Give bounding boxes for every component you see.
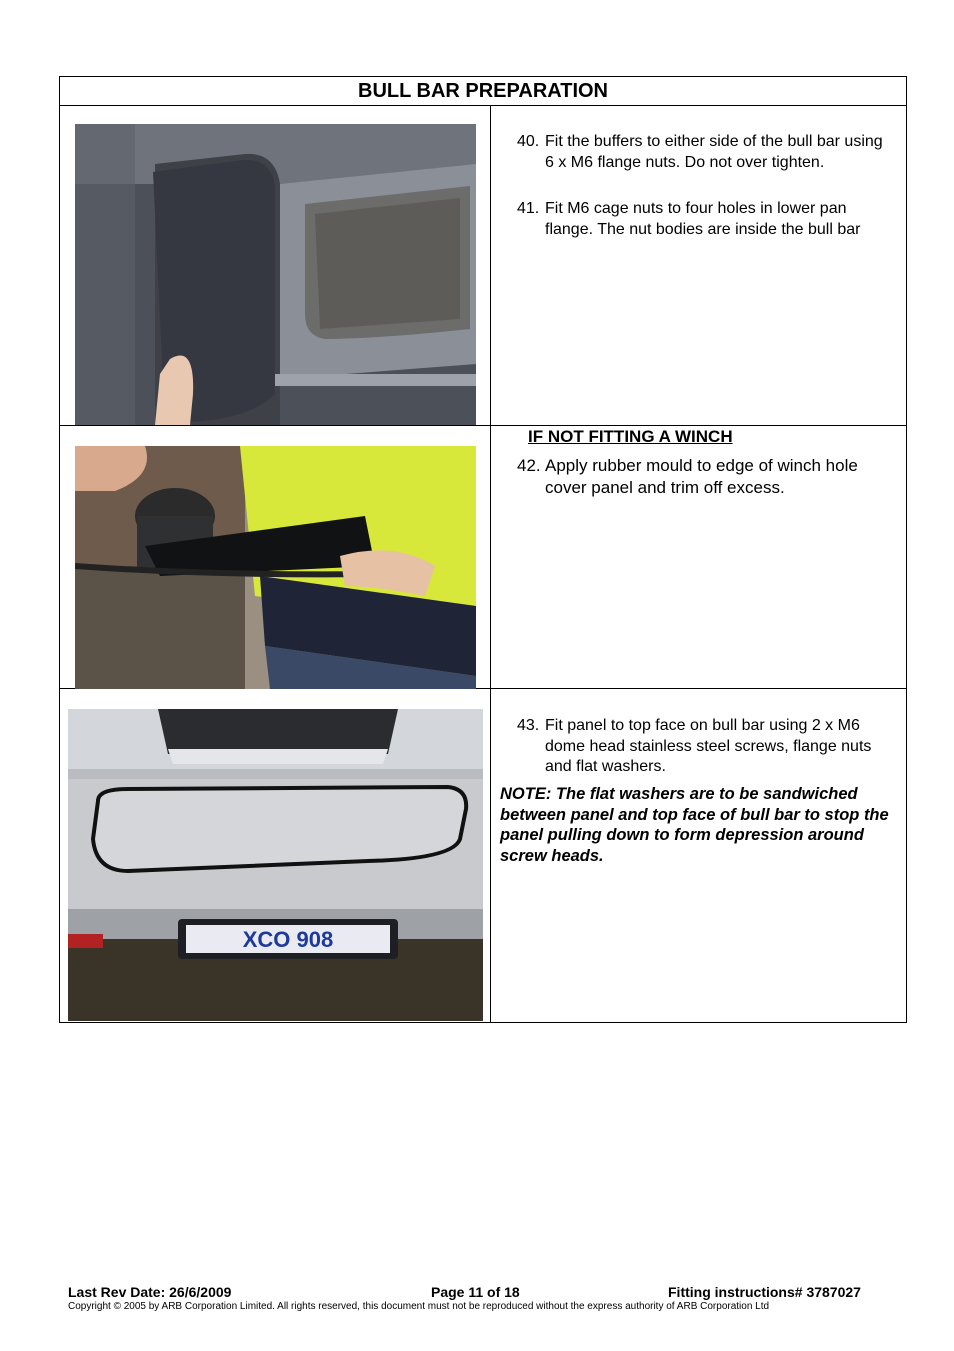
step-40 bbox=[517, 132, 896, 173]
section-title: BULL BAR PREPARATION bbox=[60, 77, 906, 106]
step-number: 41. bbox=[517, 200, 540, 217]
copyright: Copyright © 2005 by ARB Corporation Limited. All rights reserved, this document must not be reproduced without the express authority of ARB Corporation Ltd bbox=[68, 1301, 770, 1312]
step-row bbox=[60, 426, 906, 689]
step-number: 43. bbox=[517, 717, 540, 734]
plate-text: XCO 908 bbox=[242, 927, 334, 952]
instructions-cell bbox=[491, 689, 906, 1022]
instruction-table bbox=[59, 76, 907, 1023]
step-number: 42. bbox=[517, 456, 541, 475]
step-41 bbox=[517, 199, 896, 240]
step-text: Apply rubber mould to edge of winch hole cover panel and trim off excess. bbox=[545, 456, 858, 497]
step-row bbox=[60, 689, 906, 1022]
rev-date: Last Rev Date: 26/6/2009 bbox=[68, 1284, 232, 1300]
note-text: NOTE: The flat washers are to be sandwiched between panel and top face of bull bar to stop the panel pulling down to form depression around screw heads. bbox=[500, 785, 889, 865]
instructions-cell bbox=[491, 426, 906, 688]
step-text: Fit M6 cage nuts to four holes in lower pan flange. The nut bodies are inside the bull bar bbox=[545, 200, 861, 238]
step-text: Fit panel to top face on bull bar using 2 x M6 dome head stainless steel screws, flange nuts and flat washers. bbox=[545, 717, 872, 775]
step-43 bbox=[517, 716, 896, 778]
step-42 bbox=[517, 455, 896, 499]
photo-cell bbox=[60, 426, 491, 688]
step-text: Fit the buffers to either side of the bull bar using 6 x M6 flange nuts. Do not over tighten. bbox=[545, 133, 883, 171]
photo-cell bbox=[60, 106, 491, 425]
instructions-cell bbox=[491, 106, 906, 425]
step-number: 40. bbox=[517, 133, 540, 150]
rubber-mould-photo bbox=[75, 446, 476, 689]
step-row bbox=[60, 106, 906, 426]
section-heading: IF NOT FITTING A WINCH bbox=[528, 427, 733, 446]
photo-cell bbox=[60, 689, 491, 1022]
page-number: Page 11 of 18 bbox=[431, 1284, 520, 1300]
panel-fitted-photo bbox=[68, 709, 483, 1021]
page-footer bbox=[68, 1284, 898, 1312]
instructions-number: Fitting instructions# 3787027 bbox=[668, 1284, 861, 1300]
buffer-photo bbox=[75, 124, 476, 425]
